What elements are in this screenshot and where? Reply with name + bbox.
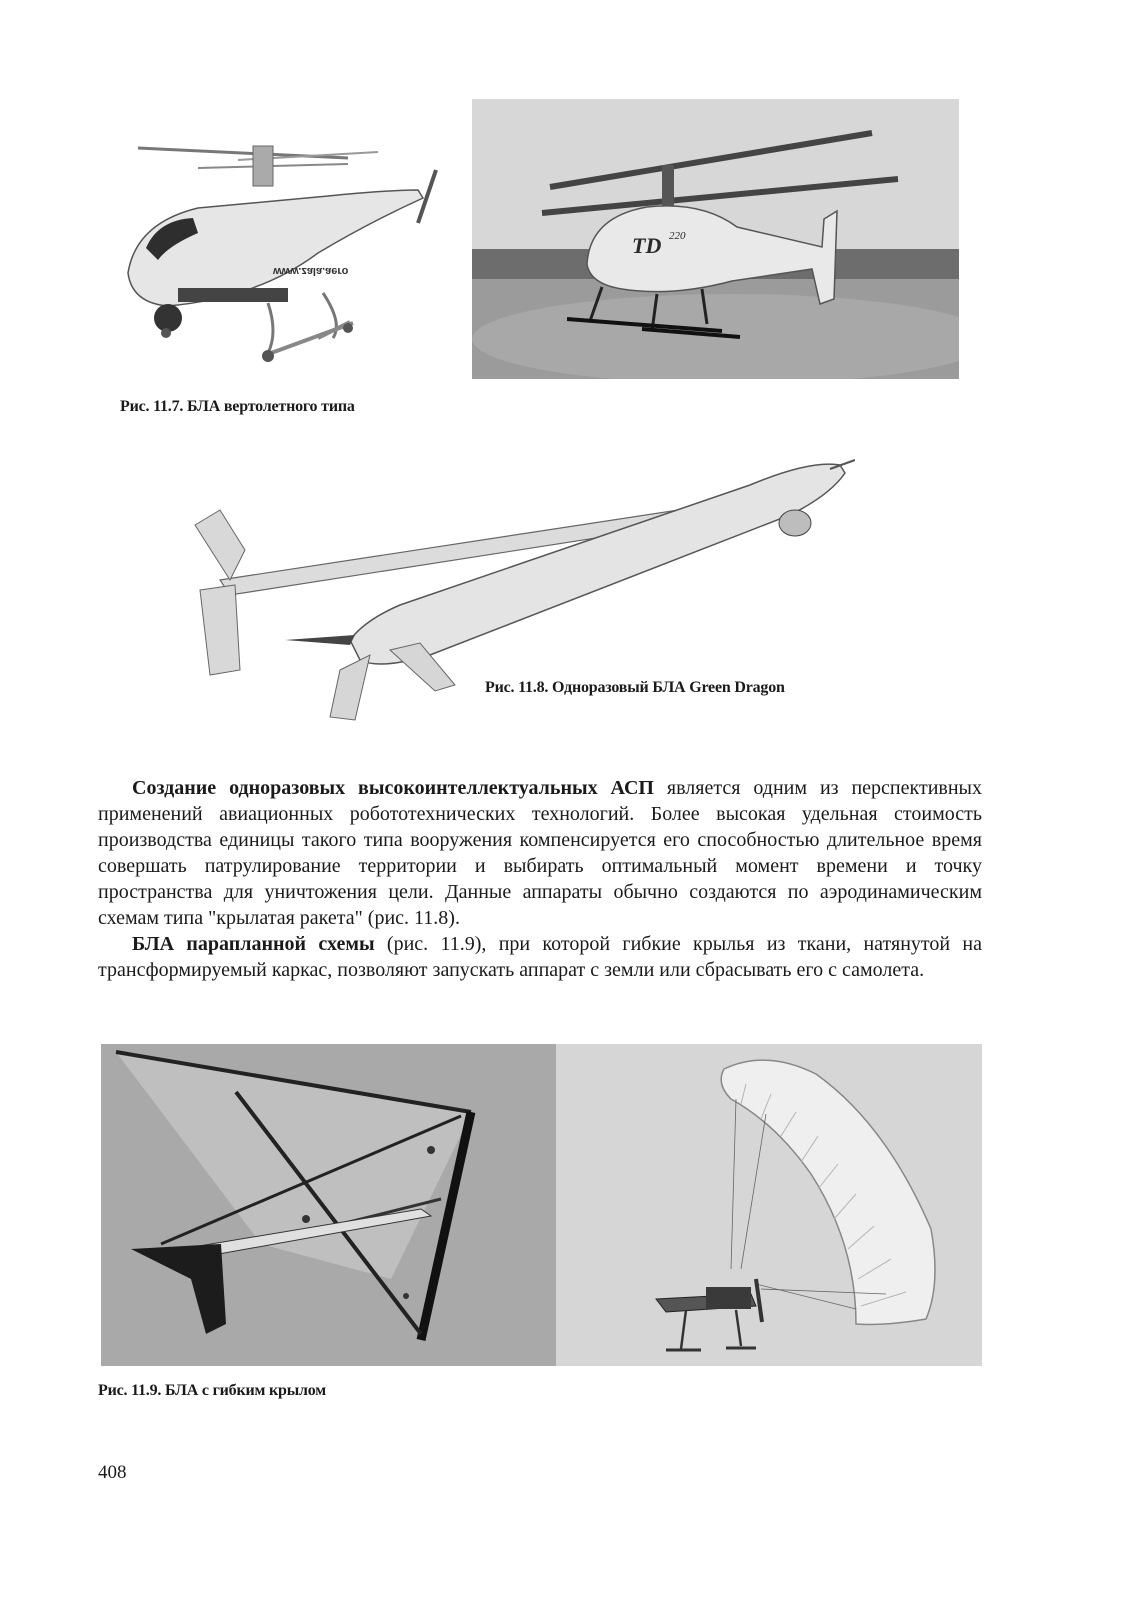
paragraph-2 (98, 931, 982, 983)
td-marking-sup: 220 (669, 230, 686, 242)
figure-caption-11-7: Рис. 11.7. БЛА вертолетного типа (120, 398, 355, 415)
figure-caption-11-8: Рис. 11.8. Одноразовый БЛА Green Dragon (485, 679, 785, 696)
td-marking: TD (632, 233, 662, 258)
paragraph-1-bold: Создание одноразовых высокоинтеллектуальных АСП (132, 777, 654, 799)
paragraph-1 (98, 775, 982, 931)
paragraph-2-bold: БЛА парапланной схемы (132, 933, 375, 955)
flexible-wing-uav-photo-left (101, 1044, 556, 1366)
paragraph-2-text: (рис. 11.9), при которой гибкие крылья из ткани, натянутой на трансформируемый каркас, позволяют запускать аппарат с земли или сбрасывать его с самолета. (98, 933, 982, 981)
helicopter-marking: www.zala.aero (273, 265, 349, 277)
helicopter-uav-photo-left (118, 128, 448, 378)
paragraph-1-text: является одним из перспективных применений авиационных робототехнических технологий. Более высокая удельная стоимость производства единицы такого типа вооружения компенсируется его способностью длительное время совершать патрулирование территории и выбирать оптимальный момент времени и точку пространства для уничтожения цели. Данные аппараты обычно создаются по аэродинамическим схемам типа "крылатая ракета" (рис. 11.8). (98, 777, 982, 929)
figure-caption-11-9: Рис. 11.9. БЛА с гибким крылом (98, 1382, 326, 1399)
body-text (98, 775, 982, 983)
page-number: 408 (98, 1462, 127, 1483)
paraglider-uav-photo-right (556, 1044, 982, 1366)
helicopter-uav-photo-right (472, 99, 959, 379)
